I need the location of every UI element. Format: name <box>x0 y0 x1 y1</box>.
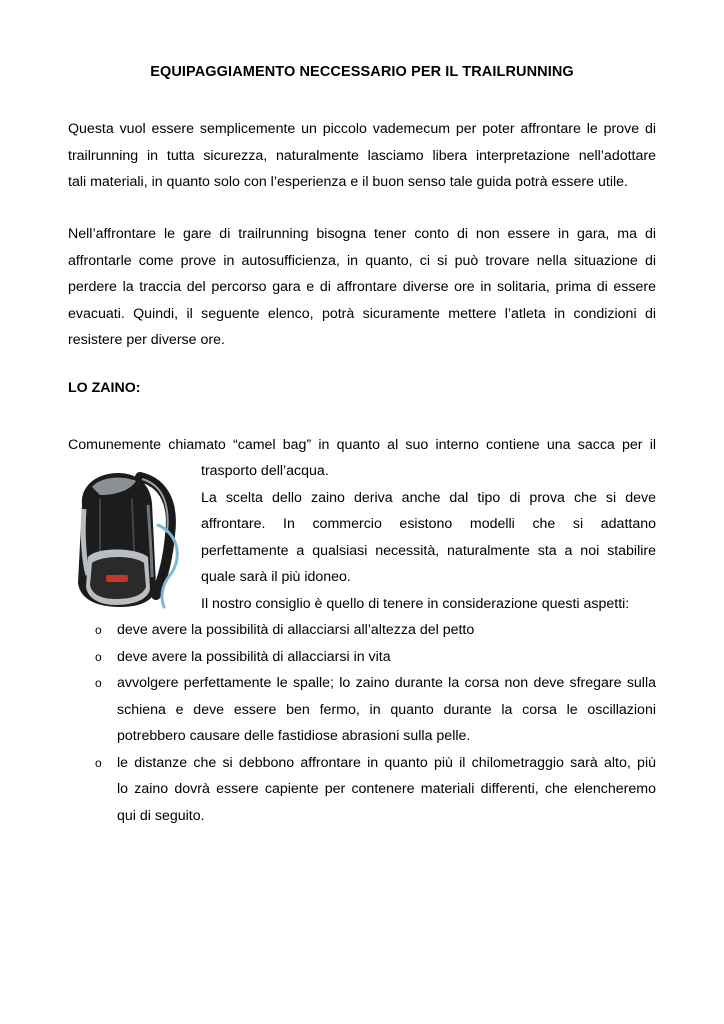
zaino-indent-line: perfettamente a qualsiasi necessità, naturalmente sta a noi stabilire <box>201 542 656 559</box>
race-line: Nell’affrontare le gare di trailrunning bisogna tener conto di non essere in gara, ma di <box>68 226 656 242</box>
race-line: evacuati. Quindi, il seguente elenco, potrà sicuramente mettere l’atleta in condizioni di <box>68 305 656 322</box>
race-paragraph <box>68 221 656 354</box>
list-item-line: qui di seguito. <box>117 807 205 824</box>
list-item <box>68 617 656 644</box>
bullet-marker: o <box>95 755 102 770</box>
backpack-image <box>70 465 190 613</box>
zaino-indent-line: trasporto dell’acqua. <box>201 463 329 479</box>
zaino-indent-line: La scelta dello zaino deriva anche dal tipo di prova che si deve <box>201 489 656 506</box>
aspects-list <box>68 617 656 829</box>
list-item-line: lo zaino dovrà essere capiente per contenere materiali differenti, che elencheremo <box>117 781 656 797</box>
list-item-line: deve avere la possibilità di allacciarsi in vita <box>117 648 391 665</box>
zaino-indented-paragraph <box>201 458 656 617</box>
bullet-marker: o <box>95 623 102 637</box>
zaino-line: Comunemente chiamato “camel bag” in quanto al suo interno contiene una sacca per il <box>68 437 656 453</box>
list-item <box>68 670 656 750</box>
bullet-marker: o <box>95 649 102 664</box>
zaino-indent-line: quale sarà il più idoneo. <box>201 569 351 585</box>
list-item-line: deve avere la possibilità di allacciarsi all’altezza del petto <box>117 622 475 638</box>
zaino-first-line <box>68 432 656 459</box>
intro-line: tali materiali, in quanto solo con l’esperienza e il buon senso tale guida potrà essere utile. <box>68 174 628 190</box>
race-line: affrontarle come prove in autosufficienza, in quanto, ci si può trovare nella situazione di <box>68 252 656 269</box>
page-title: EQUIPAGGIAMENTO NECCESSARIO PER IL TRAILRUNNING <box>150 64 574 80</box>
race-line: perdere la traccia del percorso gara e di affrontare diverse ore in solitaria, prima di essere <box>68 279 656 295</box>
list-item-line: avvolgere perfettamente le spalle; lo zaino durante la corsa non deve sfregare sulla <box>117 675 656 691</box>
list-item-line: schiena e deve essere ben fermo, in quanto durante la corsa le oscillazioni <box>117 701 656 718</box>
zaino-indent-line: Il nostro consiglio è quello di tenere in considerazione questi aspetti: <box>201 595 630 612</box>
list-item <box>68 644 656 671</box>
intro-line: Questa vuol essere semplicemente un piccolo vademecum per poter affrontare le prove di <box>68 121 656 137</box>
race-line: resistere per diverse ore. <box>68 332 225 348</box>
list-item-line: le distanze che si debbono affrontare in quanto più il chilometraggio sarà alto, più <box>117 754 656 771</box>
section-heading: LO ZAINO: <box>68 380 141 396</box>
list-item <box>68 750 656 830</box>
intro-paragraph <box>68 116 656 196</box>
list-item-line: potrebbero causare delle fastidiose abrasioni sulla pelle. <box>117 728 471 744</box>
intro-line: trailrunning in tutta sicurezza, naturalmente lasciamo libera interpretazione nell’adottare <box>68 147 656 164</box>
bullet-marker: o <box>95 676 102 690</box>
zaino-indent-line: affrontare. In commercio esistono modelli che si adattano <box>201 516 656 532</box>
